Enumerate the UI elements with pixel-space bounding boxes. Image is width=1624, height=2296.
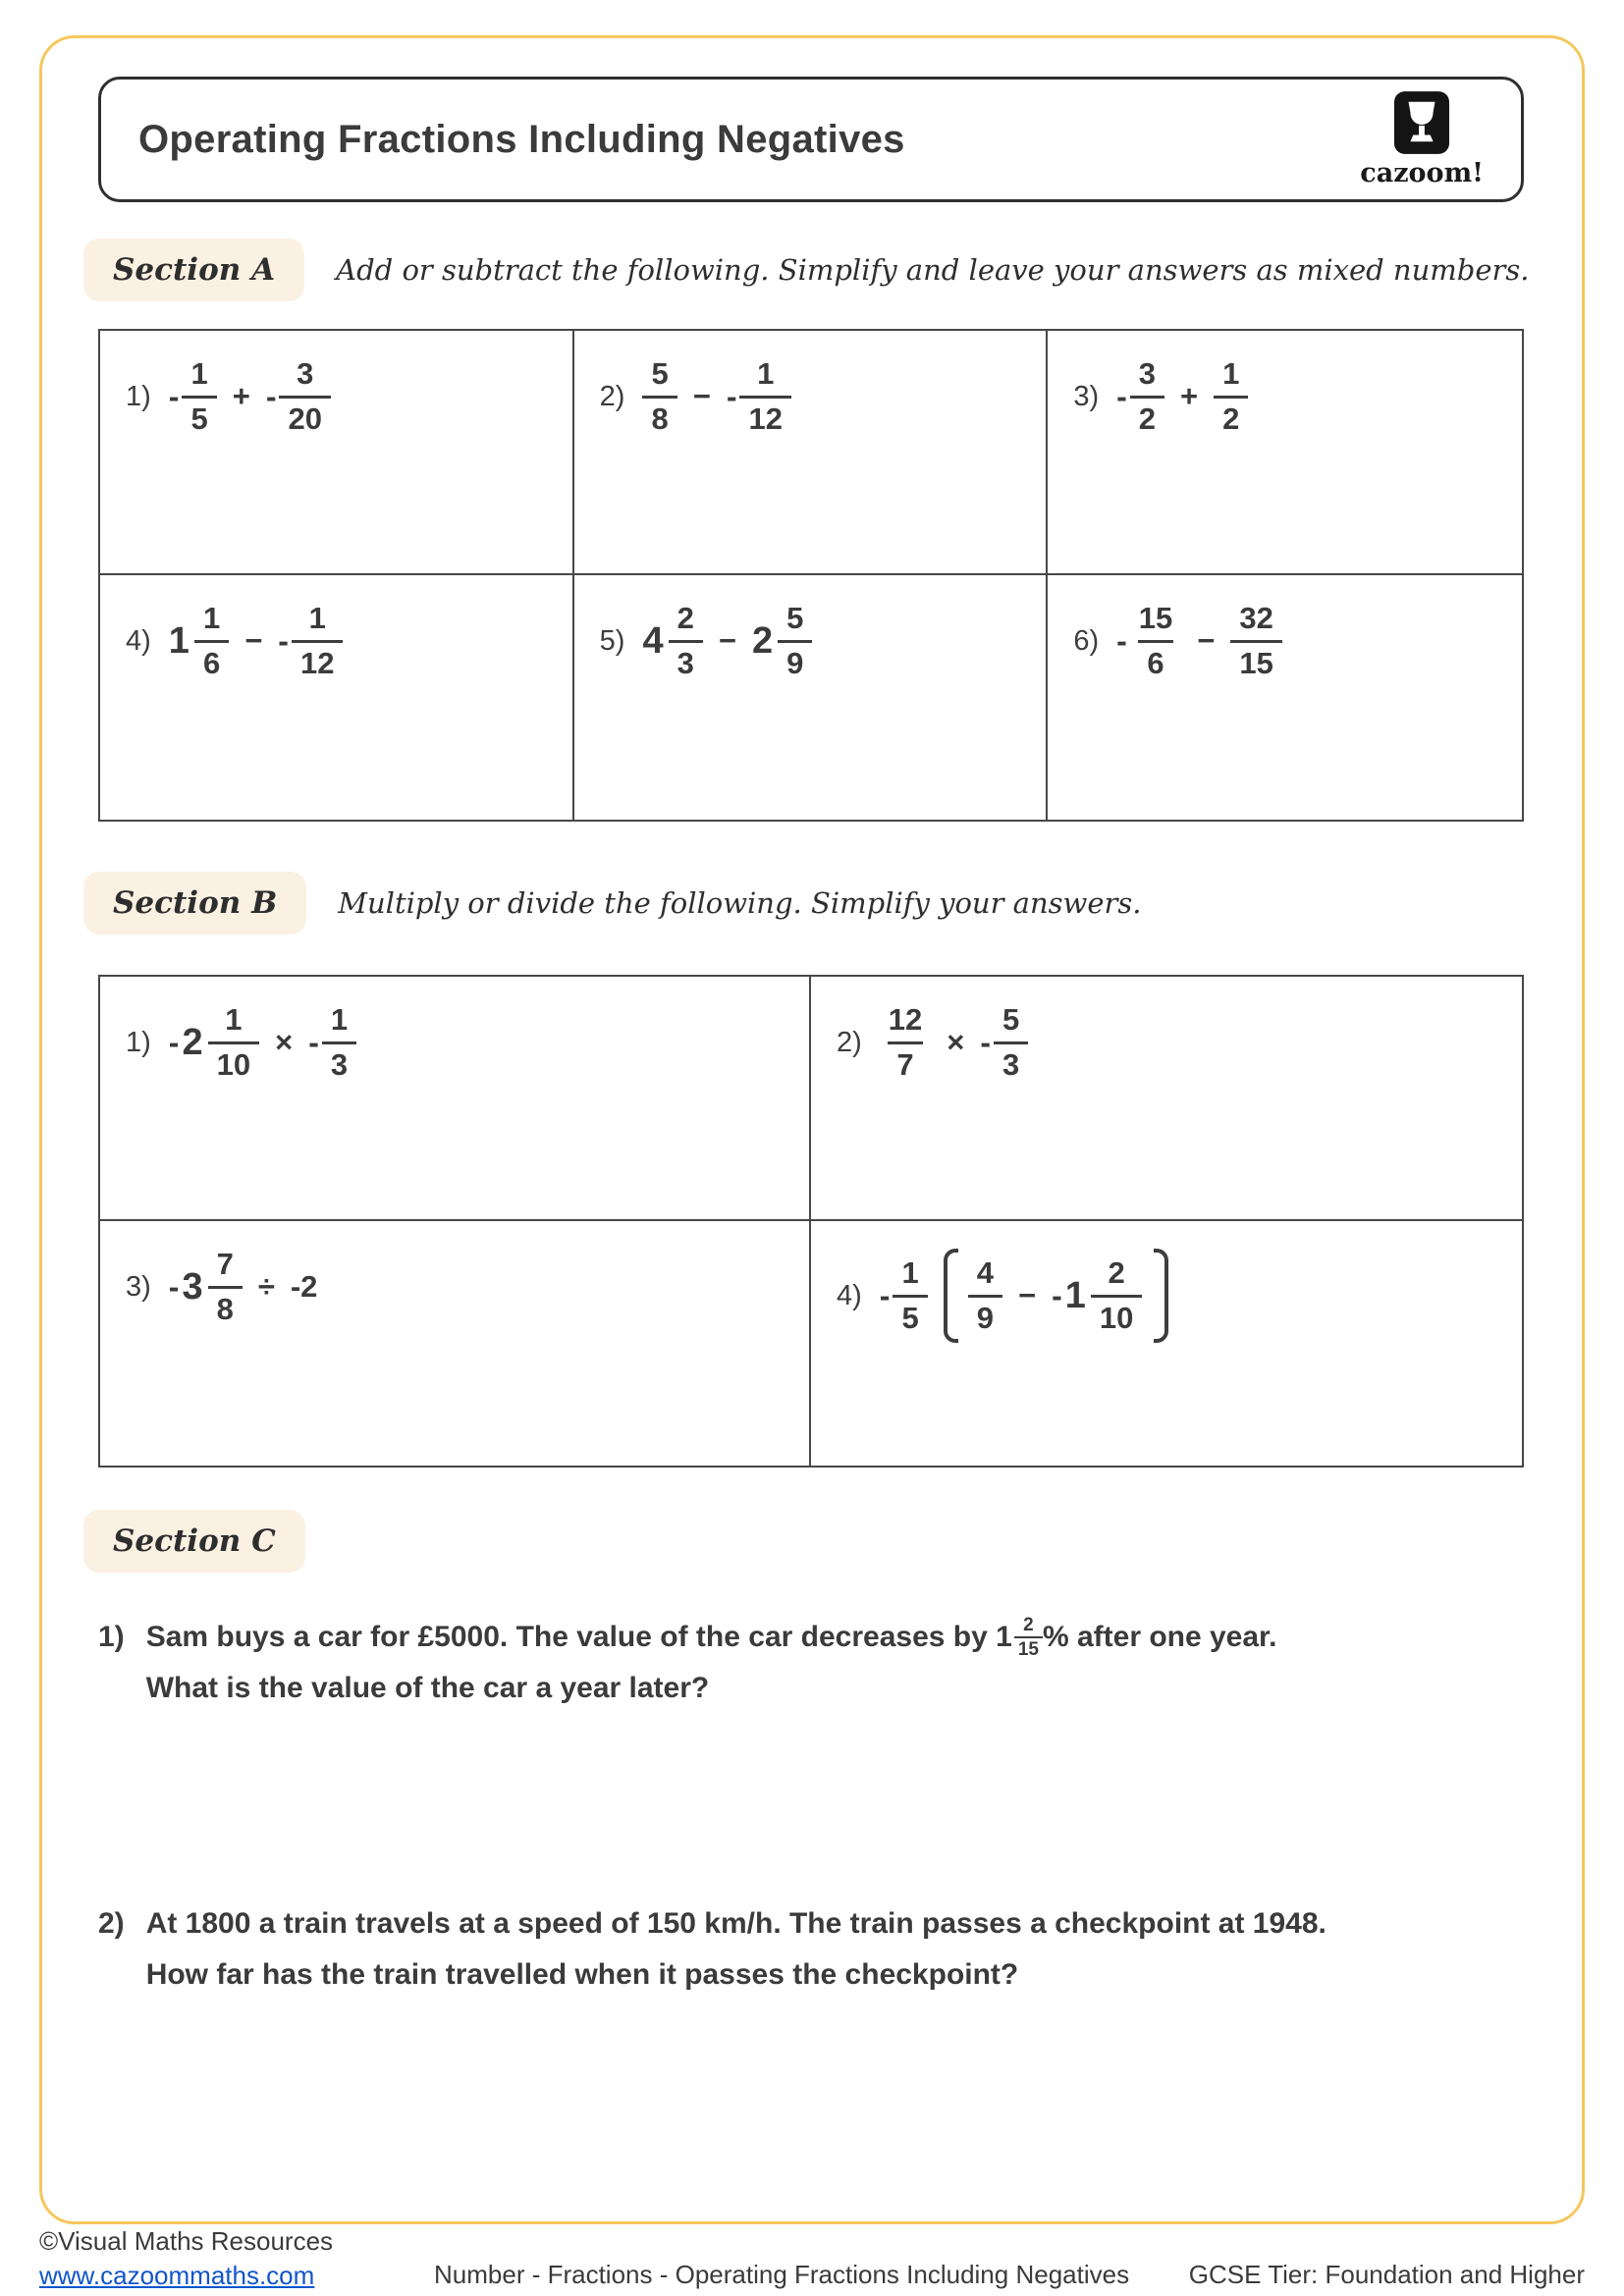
operator: −: [692, 379, 711, 414]
problem-number: 1): [126, 380, 151, 412]
operator: ÷: [257, 1269, 275, 1305]
copyright-text: ©Visual Maths Resources: [39, 2226, 334, 2256]
problem: [126, 358, 547, 435]
section-a-header: [83, 239, 1529, 301]
denominator: 7: [888, 1041, 922, 1082]
whole-number: 1: [996, 1621, 1012, 1653]
operator: ×: [947, 1025, 965, 1060]
open-bracket: [944, 1249, 958, 1343]
operator: +: [232, 379, 250, 414]
numerator: 1: [190, 356, 208, 391]
numerator: 7: [216, 1247, 234, 1281]
problem-lines: [146, 1612, 1277, 1714]
negative-sign: -: [168, 1268, 180, 1305]
whole-number: 4: [642, 619, 664, 662]
numerator: 3: [297, 356, 314, 391]
fraction: [169, 1249, 243, 1325]
problem-line: [146, 1898, 1326, 1949]
denominator: 12: [292, 640, 343, 680]
problem-text: Sam buys a car for £5000. The value of the car decreases by: [145, 1621, 997, 1653]
numerator: 1: [308, 601, 326, 635]
negative-sign: -: [308, 1024, 319, 1060]
fraction-stack: [322, 1004, 356, 1081]
fraction: [169, 358, 217, 435]
footer: [39, 2224, 1585, 2293]
numerator: 1: [901, 1255, 919, 1290]
numerator: 32: [1239, 601, 1273, 635]
problem-text: At 1800 a train travels at a speed of 150 km/h. The train passes a checkpoint at 1948.: [145, 1907, 1326, 1940]
fraction: [968, 1257, 1002, 1334]
fraction: [1230, 603, 1281, 679]
problem: [126, 603, 547, 679]
denominator: 15: [1230, 640, 1281, 680]
problem-cell: [1048, 331, 1522, 575]
word-problem: [98, 1898, 1542, 2001]
whole-number: 1: [168, 619, 189, 662]
negative-sign: -: [726, 378, 737, 414]
problem-number: 3): [126, 1270, 151, 1303]
problem: [837, 1249, 1496, 1343]
fraction-stack: [968, 1257, 1002, 1334]
fraction: [1214, 358, 1248, 435]
whole-number: 3: [182, 1265, 203, 1308]
problem-cell: [811, 977, 1522, 1221]
fraction-stack: [1130, 603, 1181, 679]
problem: [126, 1004, 784, 1081]
problem: [600, 603, 1021, 679]
whole-number: 1: [1064, 1274, 1086, 1316]
fraction-stack: [1014, 1616, 1043, 1659]
numerator: 1: [1222, 356, 1240, 391]
denominator: 5: [182, 396, 216, 436]
problem-number: 2): [837, 1026, 862, 1058]
denominator: 12: [739, 396, 790, 436]
fraction-stack: [880, 1004, 931, 1081]
problem-number: 5): [599, 624, 625, 657]
numerator: 2: [1108, 1255, 1125, 1290]
fraction: [169, 603, 229, 679]
numerator: 1: [330, 1002, 349, 1037]
section-c-label: Section C: [83, 1510, 305, 1573]
denominator: 10: [208, 1041, 259, 1082]
numerator: 5: [786, 601, 804, 635]
problem-cell: [574, 331, 1049, 575]
numerator: 2: [677, 601, 694, 635]
numerator: 1: [757, 356, 775, 391]
fraction-stack: [194, 603, 229, 679]
denominator: 5: [893, 1295, 927, 1335]
problem-cell: [100, 575, 574, 820]
fraction-stack: [669, 603, 703, 679]
section-a-label: Section A: [83, 239, 304, 301]
problem-number: 4): [837, 1279, 862, 1311]
fraction-stack: [292, 603, 343, 679]
problem-cell: [574, 575, 1049, 820]
section-a-instructions: Add or subtract the following. Simplify and leave your answers as mixed numbers.: [336, 253, 1530, 287]
problem-line: [146, 1612, 1277, 1663]
numerator: 5: [1002, 1002, 1020, 1037]
fraction: [642, 358, 677, 435]
header: [98, 77, 1524, 202]
problem-number: 3): [1073, 380, 1100, 412]
denominator: 8: [208, 1286, 243, 1326]
problem-cell: [100, 977, 811, 1221]
operator: ×: [275, 1025, 294, 1060]
problem-text: How far has the train travelled when it passes the checkpoint?: [145, 1958, 1019, 1991]
problem-cell: [811, 1221, 1522, 1466]
problem-cell: [100, 331, 574, 575]
denominator: 6: [1138, 640, 1172, 680]
section-b-grid: [98, 975, 1524, 1468]
negative-sign: -: [1116, 378, 1127, 414]
operator: −: [244, 623, 263, 659]
section-b-instructions: Multiply or divide the following. Simplify your answers.: [338, 886, 1142, 920]
fraction: [880, 1004, 931, 1081]
fraction-stack: [208, 1004, 259, 1081]
fraction: [996, 1616, 1043, 1659]
problem-number: 2): [98, 1907, 125, 1940]
problem-text: What is the value of the car a year later?: [145, 1672, 710, 1704]
negative-sign: -: [1116, 622, 1127, 659]
denominator: 6: [194, 640, 229, 680]
negative-sign: -: [168, 1024, 180, 1060]
operator: −: [1017, 1278, 1037, 1312]
denominator: 3: [669, 640, 703, 680]
denominator: 20: [279, 396, 330, 436]
footer-left: [39, 2226, 333, 2291]
fraction: [1116, 358, 1164, 435]
problem-cell: [100, 1221, 811, 1466]
fraction-stack: [642, 358, 677, 435]
negative-sign: -: [879, 1277, 891, 1313]
denominator: 9: [778, 640, 812, 680]
problem: [837, 1004, 1496, 1081]
denominator: 2: [1214, 396, 1248, 436]
problem-number: 6): [1073, 624, 1100, 657]
numerator: 3: [1138, 356, 1157, 391]
footer-tier-label: GCSE Tier: Foundation and Higher: [1188, 2260, 1585, 2289]
fraction-stack: [208, 1249, 243, 1325]
problem-number: 4): [126, 624, 151, 657]
negative-sign: -: [980, 1024, 992, 1060]
fraction-stack: [893, 1257, 927, 1334]
problem: [600, 358, 1021, 435]
denominator: 10: [1091, 1295, 1142, 1335]
denominator: 3: [322, 1041, 356, 1082]
numerator: 1: [225, 1002, 243, 1037]
fraction-stack: [739, 358, 790, 435]
numerator: 12: [888, 1002, 923, 1037]
fraction-stack: [279, 358, 330, 435]
problem-text: -2: [290, 1269, 318, 1305]
section-c-problems: [98, 1612, 1542, 2185]
fraction-stack: [182, 358, 216, 435]
problem-line: [146, 1663, 1277, 1714]
negative-sign: -: [278, 622, 289, 659]
problem-cell: [1048, 575, 1522, 820]
website-link[interactable]: www.cazoommaths.com: [39, 2261, 315, 2290]
problem-lines: [146, 1898, 1326, 2001]
denominator: 8: [642, 396, 677, 436]
numerator: 5: [651, 356, 669, 391]
numerator: 4: [976, 1255, 994, 1290]
section-c-header: [83, 1510, 305, 1573]
section-b-header: [83, 872, 1141, 934]
problem-number: 2): [599, 380, 625, 412]
negative-sign: -: [168, 378, 180, 414]
fraction-stack: [994, 1004, 1028, 1081]
problem: [1073, 358, 1496, 435]
word-problem: [98, 1612, 1542, 1714]
footer-breadcrumb: Number - Fractions - Operating Fractions Including Negatives: [434, 2260, 1130, 2289]
denominator: 3: [994, 1041, 1028, 1082]
close-bracket: [1154, 1249, 1168, 1343]
whole-number: 2: [751, 619, 774, 662]
fraction-stack: [1091, 1257, 1142, 1334]
fraction: [642, 603, 702, 679]
negative-sign: -: [1052, 1277, 1062, 1313]
fraction-stack: [1230, 603, 1281, 679]
fraction: [308, 1004, 356, 1081]
section-a-grid: [98, 329, 1524, 822]
worksheet-title: Operating Fractions Including Negatives: [138, 117, 905, 161]
fraction: [278, 603, 343, 679]
denominator: 9: [968, 1295, 1002, 1335]
whole-number: 2: [182, 1021, 203, 1063]
fraction: [1052, 1257, 1142, 1334]
fraction: [980, 1004, 1028, 1081]
fraction-stack: [778, 603, 812, 679]
numerator: 2: [1023, 1615, 1034, 1635]
operator: +: [1180, 379, 1199, 414]
fraction-stack: [1130, 358, 1164, 435]
fraction-stack: [1214, 358, 1248, 435]
problem-number: 1): [98, 1621, 125, 1653]
numerator: 1: [202, 601, 221, 635]
fraction: [1116, 603, 1181, 679]
problem-text: % after one year.: [1042, 1621, 1277, 1653]
fraction: [752, 603, 812, 679]
fraction: [169, 1004, 259, 1081]
negative-sign: -: [265, 378, 277, 414]
denominator: 2: [1130, 396, 1164, 436]
cazoom-goblet-icon: [1394, 91, 1449, 154]
denominator: 15: [1014, 1636, 1043, 1659]
problem: [126, 1249, 784, 1325]
cazoom-logo: [1360, 91, 1484, 188]
problem-line: [146, 1949, 1326, 2001]
cazoom-logo-text: cazoom!: [1360, 157, 1484, 188]
fraction: [727, 358, 791, 435]
fraction: [266, 358, 331, 435]
operator: −: [1197, 623, 1216, 659]
problem: [1073, 603, 1496, 679]
numerator: 15: [1138, 601, 1173, 635]
fraction: [880, 1257, 928, 1334]
section-b-label: Section B: [83, 872, 306, 934]
operator: −: [718, 623, 736, 659]
problem-number: 1): [126, 1026, 151, 1058]
